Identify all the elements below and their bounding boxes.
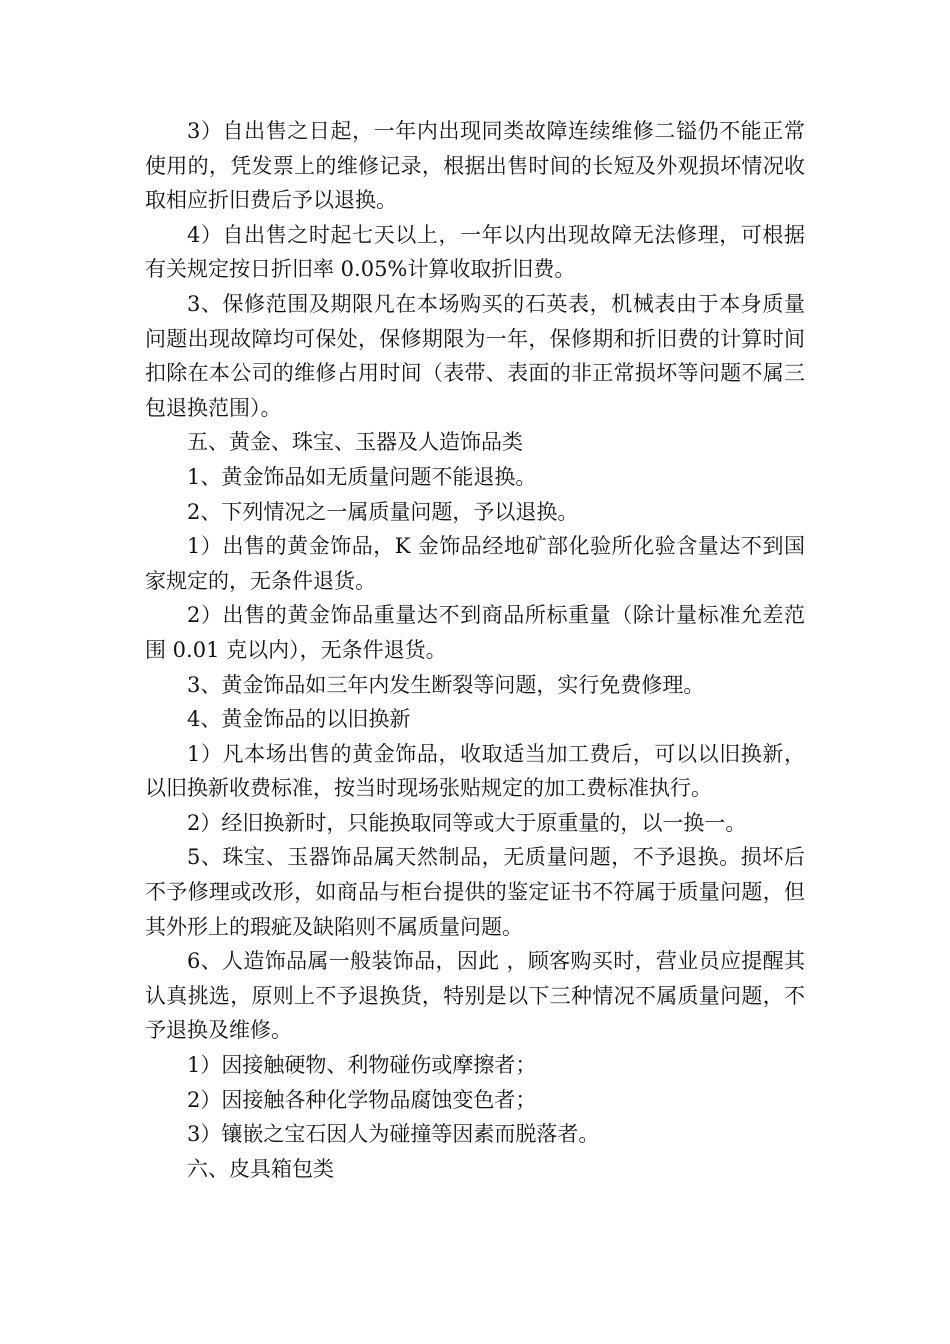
paragraph-gems-jade: 5、珠宝、玉器饰品属天然制品，无质量问题，不予退换。损坏后不予修理或改形，如商品与柜台提供的鉴定证书不符属于质量问题，但其外形上的瑕疵及缺陷则不属质量问题。 <box>145 845 805 939</box>
paragraph-hard-object-damage: 1）因接触硬物、利物碰伤或摩擦者； <box>187 1053 537 1078</box>
paragraph-artificial-jewelry: 6、人造饰品属一般装饰品，因此 ，顾客购买时，营业员应提醒其认真挑选，原则上不予退换货，特别是以下三种情况不属质量问题，不予退换及维修。 <box>145 949 805 1043</box>
paragraph-chemical-corrosion: 2）因接触各种化学物品腐蚀变色者； <box>187 1087 537 1112</box>
paragraph-gold-no-return: 1、黄金饰品如无质量问题不能退换。 <box>187 464 537 489</box>
paragraph-gold-weight: 2）出售的黄金饰品重量达不到商品所标重量（除计量标准允差范围 0.01 克以内），无条件退货。 <box>145 603 805 662</box>
paragraph-stone-loss: 3）镶嵌之宝石因人为碰撞等因素而脱落者。 <box>187 1122 600 1147</box>
paragraph-watch-repeat-repair: 3）自出售之日起，一年内出现同类故障连续维修二镒仍不能正常使用的，凭发票上的维修记录，根据出售时间的长短及外观损坏情况收取相应折旧费后予以退换。 <box>145 119 805 213</box>
paragraph-trade-in-fee: 1）凡本场出售的黄金饰品，收取适当加工费后，可以以旧换新，以旧换新收费标准，按当时现场张贴规定的加工费标准执行。 <box>145 741 805 801</box>
section-heading-jewelry: 五、黄金、珠宝、玉器及人造饰品类 <box>187 430 523 455</box>
paragraph-gold-trade-in: 4、黄金饰品的以旧换新 <box>187 707 411 732</box>
paragraph-warranty-scope: 3、保修范围及期限凡在本场购买的石英表，机械表由于本身质量问题出现故障均可保处，保修期限为一年，保修期和折旧费的计算时间扣除在本公司的维修占用时间（表带、表面的非正常损坏等问题不属三包退换范围）。 <box>145 291 805 420</box>
paragraph-quality-issues: 2、下列情况之一属质量问题，予以退换。 <box>187 499 579 524</box>
document-body <box>145 114 805 1186</box>
paragraph-watch-depreciation: 4）自出售之时起七天以上，一年以内出现故障无法修理，可根据有关规定按日折旧率 0.05%计算收取折旧费。 <box>145 222 805 282</box>
section-heading-leather-goods: 六、皮具箱包类 <box>187 1156 334 1181</box>
paragraph-trade-in-weight: 2）经旧换新时，只能换取同等或大于原重量的，以一换一。 <box>187 810 747 835</box>
paragraph-gold-free-repair: 3、黄金饰品如三年内发生断裂等问题，实行免费修理。 <box>187 672 705 697</box>
paragraph-gold-content: 1）出售的黄金饰品，K 金饰品经地矿部化验所化验含量达不到国家规定的，无条件退货。 <box>145 534 805 593</box>
